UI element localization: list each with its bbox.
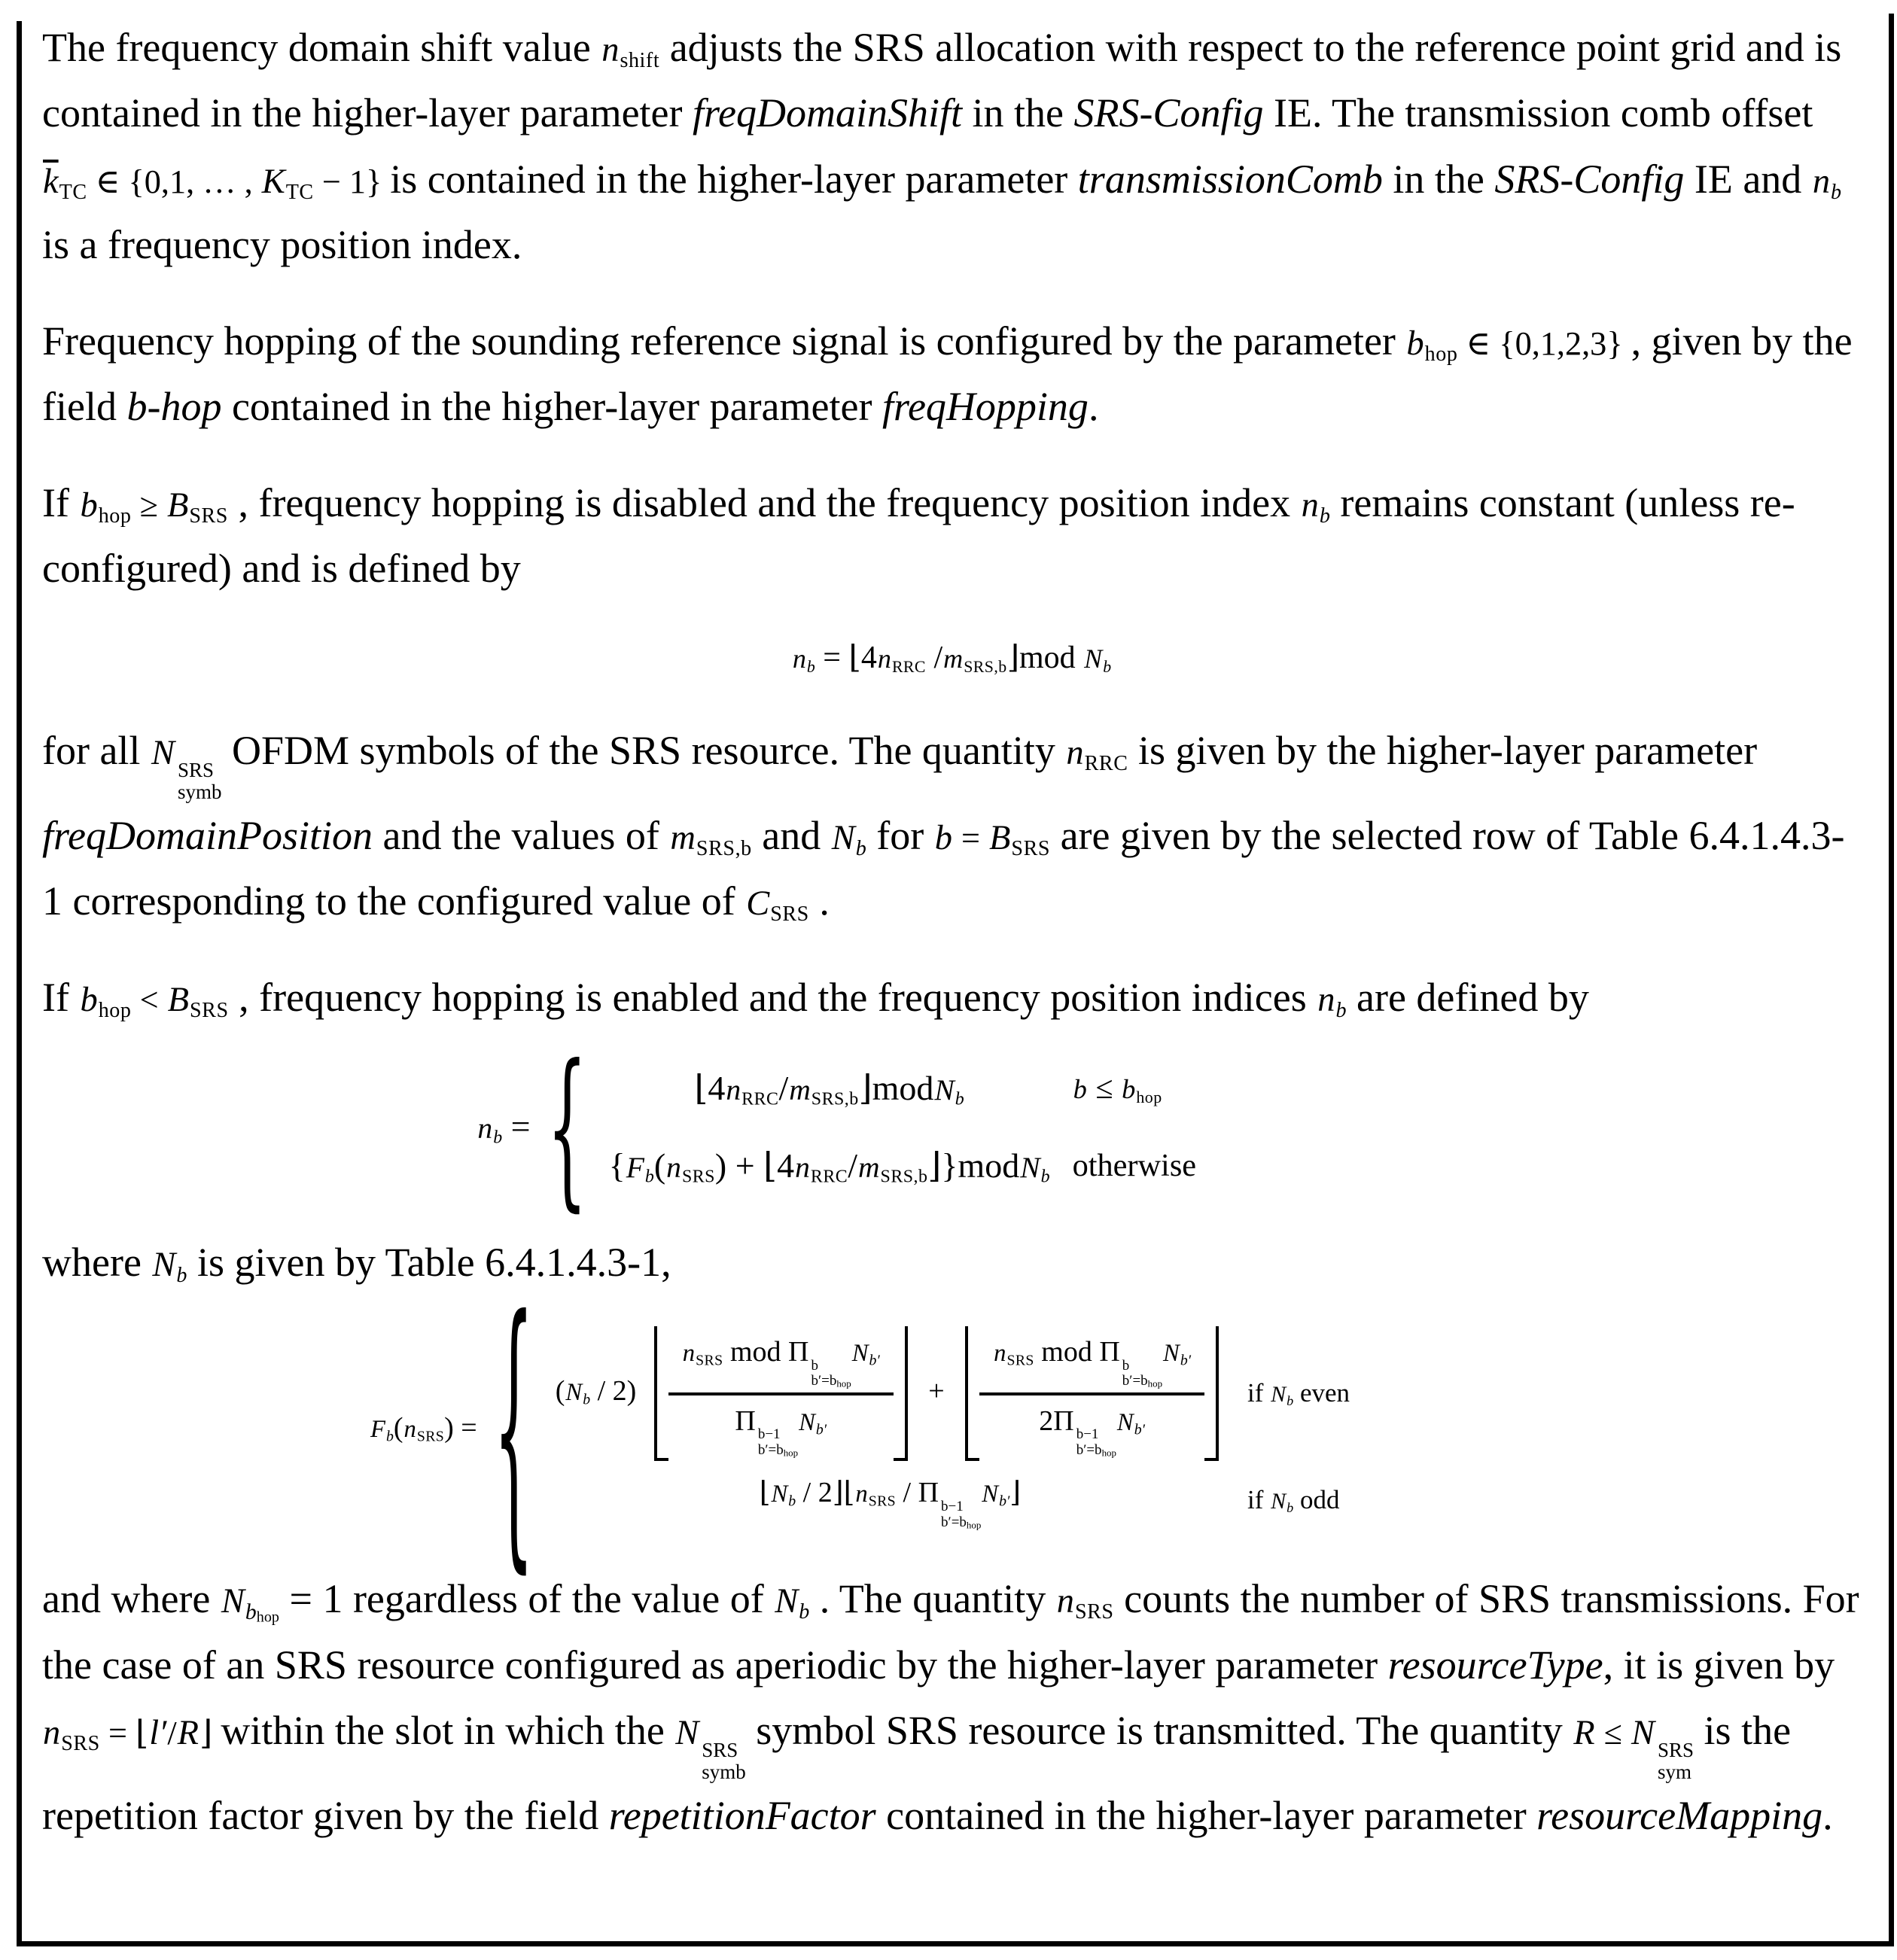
math-token: n (795, 1150, 810, 1184)
text-run: . (808, 878, 830, 924)
math-token: b (855, 836, 866, 860)
text-run: is the repetition factor given by the field (42, 1708, 1792, 1839)
numerator (668, 1326, 894, 1392)
equation-nb-fixed (42, 632, 1861, 683)
math-token: ≥ (131, 486, 166, 524)
equation-lhs (370, 1405, 477, 1452)
math-token: b (385, 1428, 394, 1445)
floor-right-icon (1204, 1326, 1219, 1462)
stack-line: b (811, 1357, 818, 1374)
math-token: m (857, 1150, 880, 1184)
math-token: b (799, 1599, 810, 1624)
text-run: ⌋mod (858, 1069, 934, 1108)
text-run: contained in the higher-layer parameter (875, 1793, 1537, 1839)
text-run: If (42, 974, 80, 1020)
text-run: for all (42, 727, 151, 773)
case-condition (1073, 1140, 1427, 1192)
math-token: = ⌊ (99, 1715, 149, 1752)
math-token: b (80, 485, 98, 525)
text-run: ) + ⌊4 (714, 1146, 795, 1185)
text-run: mod Π (723, 1335, 809, 1368)
equation-lhs (477, 1099, 530, 1155)
math-token (1076, 1427, 1116, 1458)
math-token: = (952, 819, 989, 857)
case-row (586, 1138, 1427, 1195)
left-brace: { (493, 1258, 534, 1598)
math-token: RRC (741, 1089, 779, 1109)
border-right (1889, 14, 1894, 1946)
floor-left-icon (965, 1326, 979, 1462)
math-token: F (626, 1150, 644, 1184)
text-run: even (1293, 1378, 1350, 1408)
stack-line: b′=bhop (1122, 1373, 1163, 1389)
math-token: ⌋ (199, 1715, 221, 1752)
stack-line: SRS (1658, 1738, 1695, 1761)
math-token (702, 1739, 746, 1783)
denominator (668, 1392, 894, 1462)
math-token: N (221, 1582, 245, 1621)
math-token: SRS (416, 1428, 445, 1445)
text-run: if (1247, 1378, 1271, 1408)
text-run: otherwise (1072, 1147, 1197, 1183)
math-token: l′ (149, 1714, 167, 1753)
math-token: b (1040, 1167, 1050, 1187)
math-token: SRS (189, 504, 228, 528)
math-token: n (477, 1112, 493, 1146)
text-run: and the values of (373, 812, 670, 858)
math-token: N (565, 1379, 583, 1407)
paragraph-hopping-disabled (42, 470, 1861, 602)
case-condition (1247, 1372, 1533, 1415)
text-run: { (608, 1146, 626, 1185)
case-row-even (533, 1326, 1533, 1462)
text-run: / Π (896, 1477, 939, 1509)
italic-parameter: SRS-Config (1073, 90, 1264, 136)
math-token: RRC (1084, 751, 1128, 775)
math-token: b (176, 1264, 187, 1288)
text-run: . (1088, 384, 1099, 430)
text-run: is given by the higher-layer parameter (1128, 727, 1758, 773)
math-token: b (1286, 1500, 1294, 1515)
text-run: remains constant (unless re-configured) and is defined by (42, 479, 1795, 592)
math-token: N (982, 1481, 999, 1508)
floor-bracket-group (965, 1326, 1219, 1462)
text-run: OFDM symbols of the SRS resource. The quantity (221, 727, 1066, 773)
math-token: N (675, 1714, 699, 1753)
math-token: R (177, 1714, 199, 1753)
math-token: b (934, 818, 952, 857)
text-run: odd (1293, 1484, 1340, 1514)
case-expression (586, 1061, 1073, 1117)
math-token: n (855, 1481, 868, 1508)
text-run: Frequency hopping of the sounding reference signal is configured by the parameter (42, 318, 1406, 364)
paragraph-hopping-enabled (42, 965, 1861, 1030)
math-token: SRS,b (880, 1167, 928, 1187)
math-token: N (152, 1246, 176, 1285)
italic-parameter: repetitionFactor (608, 1793, 876, 1839)
text-run: in the (1382, 156, 1495, 202)
text-run: if (1247, 1484, 1271, 1514)
math-token: b (1286, 1393, 1294, 1409)
text-run: / 2) (590, 1375, 637, 1408)
nested-subscript: hop (966, 1518, 982, 1530)
math-token: $\overline{k}$ (43, 162, 59, 201)
text-run: within the slot in which the (221, 1708, 675, 1754)
italic-parameter: freqDomainPosition (42, 812, 373, 858)
text-run: ⌋}mod (927, 1146, 1020, 1185)
text-run: = (502, 1107, 531, 1146)
math-token: b (955, 1089, 964, 1109)
text-run: in the (962, 90, 1074, 136)
stack-line: b′=bhop (811, 1373, 851, 1389)
italic-parameter: SRS-Config (1494, 156, 1685, 202)
border-bottom (17, 1941, 1894, 1946)
text-run: , frequency hopping is disabled and the frequency position index (227, 479, 1301, 525)
stack-line: b (1122, 1357, 1130, 1374)
math-token: n (43, 1714, 61, 1753)
case-expression (533, 1470, 1247, 1530)
paragraph-nsrs-counting (42, 1566, 1861, 1849)
math-token: m (943, 643, 964, 674)
text-run: are defined by (1346, 974, 1589, 1020)
case-expression (586, 1138, 1073, 1195)
math-token: n (994, 1339, 1006, 1367)
math-token: N (1631, 1714, 1655, 1753)
math-token: SRS,b (811, 1089, 859, 1109)
italic-parameter: b-hop (126, 384, 222, 430)
text-run: 2Π (1039, 1405, 1074, 1437)
stack-line: b−1 (1076, 1426, 1099, 1443)
math-token: − 1} (313, 163, 391, 200)
text-run: , frequency hopping is enabled and the frequency position indices (228, 974, 1317, 1020)
stack-line: b′=bhop (757, 1441, 799, 1459)
stack-line: sym (1658, 1760, 1692, 1783)
math-token: SRS (696, 1352, 723, 1369)
math-token: SRS (1011, 836, 1051, 860)
math-token: B (166, 485, 189, 525)
math-token: RRC (891, 657, 926, 676)
equation-nb-piecewise (42, 1027, 1861, 1228)
italic-parameter: freqHopping (882, 384, 1089, 430)
text-run: ≤ (1087, 1070, 1122, 1106)
stack-line: b′=bhop (941, 1514, 982, 1530)
text-run: IE and (1684, 156, 1812, 202)
text-run: ( (393, 1411, 403, 1444)
floor-bracket-group (654, 1326, 908, 1462)
math-token: N (831, 818, 855, 857)
math-token: SRS,b (964, 657, 1007, 676)
math-token: b (583, 1391, 591, 1408)
math-token: b (1831, 180, 1842, 204)
text-run: symbol SRS resource is transmitted. The quantity (745, 1708, 1573, 1754)
math-token: SRS (681, 1167, 715, 1187)
stack-line: b−1 (757, 1426, 781, 1443)
math-token: n (877, 643, 891, 674)
math-token: b′ (815, 1421, 827, 1438)
math-token: N (1271, 1487, 1286, 1514)
math-token: b (493, 1128, 503, 1149)
math-token: N (1271, 1381, 1286, 1408)
math-token: ∈ {0,1,2,3} (1457, 324, 1631, 362)
math-token: N (851, 1339, 869, 1367)
math-token: N (1020, 1150, 1040, 1184)
fraction (979, 1326, 1204, 1462)
case-row-odd (533, 1470, 1533, 1530)
math-token: C (746, 884, 770, 924)
math-token: m (670, 818, 696, 857)
italic-parameter: resourceType (1387, 1642, 1603, 1688)
floor-right-icon (894, 1326, 908, 1462)
math-token: N (771, 1481, 788, 1508)
math-token: SRS,b (696, 836, 752, 860)
math-token: hop (1136, 1088, 1162, 1107)
text-run: is given by Table 6.4.1.4.3-1, (187, 1240, 671, 1286)
nested-subscript: hop (256, 1608, 279, 1626)
text-run: ) = (444, 1411, 477, 1444)
math-token: n (792, 643, 806, 674)
italic-parameter: freqDomainShift (693, 90, 962, 136)
math-token: hop (98, 998, 132, 1022)
math-token: b (644, 1167, 654, 1187)
math-token: ≤ (1595, 1715, 1631, 1752)
text-run: counts the number of SRS transmissions. For the case of an SRS resource configured as aperiodic by the higher-layer parameter (42, 1576, 1859, 1688)
math-token: K (261, 162, 285, 201)
text-run: for (866, 812, 934, 858)
math-token: N (1116, 1408, 1134, 1436)
math-token: / (167, 1715, 177, 1752)
text-run: , it is given by (1603, 1642, 1835, 1688)
stack-line: SRS (702, 1738, 738, 1761)
text-run: / (778, 1069, 789, 1108)
math-token: b (788, 1493, 796, 1510)
text-run: are given by the selected row of Table 6.4.1.4.3-1 corresponding to the configured value of (42, 812, 1845, 924)
math-token: b′ (869, 1352, 880, 1369)
math-token: N (799, 1408, 815, 1436)
math-token: n (1317, 980, 1335, 1019)
math-token: n (601, 31, 620, 69)
math-token: SRS (1074, 1599, 1114, 1624)
math-token: n (1301, 485, 1319, 525)
stack-line: b−1 (941, 1499, 964, 1515)
text-run: ⌋mod (1006, 640, 1084, 675)
math-token (811, 1359, 851, 1389)
italic-parameter: resourceMapping (1536, 1793, 1823, 1839)
math-token: ∈ {0,1, … , (87, 163, 261, 200)
math-token (941, 1499, 981, 1530)
math-token: n (1066, 733, 1084, 772)
math-token: shift (620, 48, 660, 72)
text-run: Π (735, 1405, 756, 1437)
math-token: b (1103, 657, 1112, 676)
left-brace: { (547, 1027, 588, 1228)
math-token: n (726, 1073, 741, 1107)
text-run: adjusts the SRS allocation with respect to the reference point grid and is contained in the higher-layer parameter (42, 25, 1842, 136)
math-token: hop (98, 504, 132, 528)
text-run: ( (653, 1146, 666, 1185)
text-run: ( (555, 1375, 565, 1408)
math-token: N (934, 1073, 955, 1107)
math-token: R (1573, 1714, 1595, 1753)
math-token (1122, 1359, 1162, 1389)
text-run: is a frequency position index. (42, 222, 522, 268)
math-token: n (682, 1339, 696, 1367)
case-expression (533, 1326, 1247, 1462)
plus-operator: + (928, 1375, 945, 1408)
nested-subscript: hop (1147, 1377, 1163, 1389)
text-run: and where (42, 1576, 221, 1622)
math-token: TC (59, 180, 87, 204)
paragraph-freq-domain-shift (42, 15, 1861, 278)
text-run: The frequency domain shift value (42, 25, 601, 70)
text-run: is contained in the higher-layer parameter (390, 156, 1078, 202)
math-token: F (370, 1415, 385, 1443)
case-row (586, 1061, 1427, 1117)
math-token: B (989, 818, 1011, 857)
math-token: b′ (1180, 1352, 1192, 1369)
math-token: n (1812, 162, 1831, 201)
text-run: ⌊4 (694, 1069, 726, 1108)
math-token: m (789, 1073, 811, 1107)
math-token: hop (1424, 342, 1458, 366)
text-run: = ⌊4 (815, 640, 877, 675)
math-token: N (1084, 643, 1103, 674)
text-run: . (1822, 1793, 1833, 1839)
math-token: SRS (61, 1731, 100, 1755)
math-token: b (80, 980, 98, 1019)
nested-subscript: hop (1101, 1447, 1116, 1459)
text-run: and (751, 812, 831, 858)
coefficient (556, 1375, 637, 1407)
numerator (979, 1326, 1204, 1392)
paragraph-nrrc-table (42, 718, 1861, 935)
math-token: B (167, 980, 189, 1019)
stack-line: b′=bhop (1076, 1441, 1116, 1459)
text-run: IE. The transmission comb offset (1263, 90, 1813, 136)
text-run: ⌋ (1009, 1477, 1022, 1509)
math-token: SRS (770, 902, 809, 927)
text-run: where (42, 1240, 152, 1286)
math-token: N (775, 1582, 799, 1621)
text-run: , given by the field (42, 318, 1853, 430)
math-token: n (1056, 1582, 1074, 1621)
nested-subscript: hop (783, 1447, 799, 1459)
math-token: < (131, 981, 167, 1018)
border-left (17, 21, 22, 1946)
text-run: = 1 regardless of the value of (279, 1576, 775, 1622)
math-token (178, 759, 222, 803)
math-token: SRS (1006, 1352, 1034, 1369)
math-token: TC (285, 180, 314, 204)
math-token: n (403, 1415, 416, 1443)
math-token (758, 1427, 798, 1458)
text-run: . The quantity (809, 1576, 1056, 1622)
text-run: / 2⌋⌊ (796, 1477, 855, 1509)
text-run: / (925, 640, 943, 675)
floor-left-icon (654, 1326, 668, 1462)
math-token: SRS (189, 998, 229, 1022)
denominator (979, 1392, 1204, 1462)
piecewise-cases (533, 1326, 1533, 1530)
math-token: b (1335, 998, 1347, 1022)
math-token: RRC (810, 1167, 848, 1187)
case-condition (1073, 1063, 1427, 1115)
fraction (668, 1326, 894, 1462)
math-token: b (1073, 1074, 1087, 1105)
stack-line: symb (702, 1760, 746, 1783)
math-token: b (806, 657, 815, 676)
stack-line: symb (177, 780, 222, 803)
text-run: ⌊ (759, 1477, 771, 1509)
math-token: b′ (1134, 1421, 1145, 1438)
stack-line: SRS (177, 758, 214, 781)
math-token: N (1163, 1339, 1180, 1367)
math-token: SRS (868, 1493, 897, 1510)
italic-parameter: transmissionComb (1077, 156, 1383, 202)
math-token: b (1122, 1074, 1136, 1105)
text-run: mod Π (1034, 1335, 1120, 1368)
text-run: If (42, 479, 80, 525)
case-condition (1247, 1479, 1533, 1522)
text-run: / (848, 1146, 857, 1185)
nested-subscript: hop (836, 1377, 851, 1389)
math-token: N (151, 733, 175, 772)
text-run: contained in the higher-layer parameter (221, 384, 882, 430)
piecewise-cases (586, 1061, 1427, 1194)
math-token: n (666, 1150, 681, 1184)
math-token: b′ (999, 1493, 1010, 1510)
math-token: b (1319, 504, 1330, 528)
math-token: b (1406, 324, 1424, 363)
paragraph-freq-hopping-config (42, 309, 1861, 440)
document-content (42, 15, 1861, 1879)
paragraph-where-nb (42, 1230, 1861, 1295)
math-token: bhop (245, 1600, 279, 1626)
math-token (1658, 1739, 1694, 1783)
